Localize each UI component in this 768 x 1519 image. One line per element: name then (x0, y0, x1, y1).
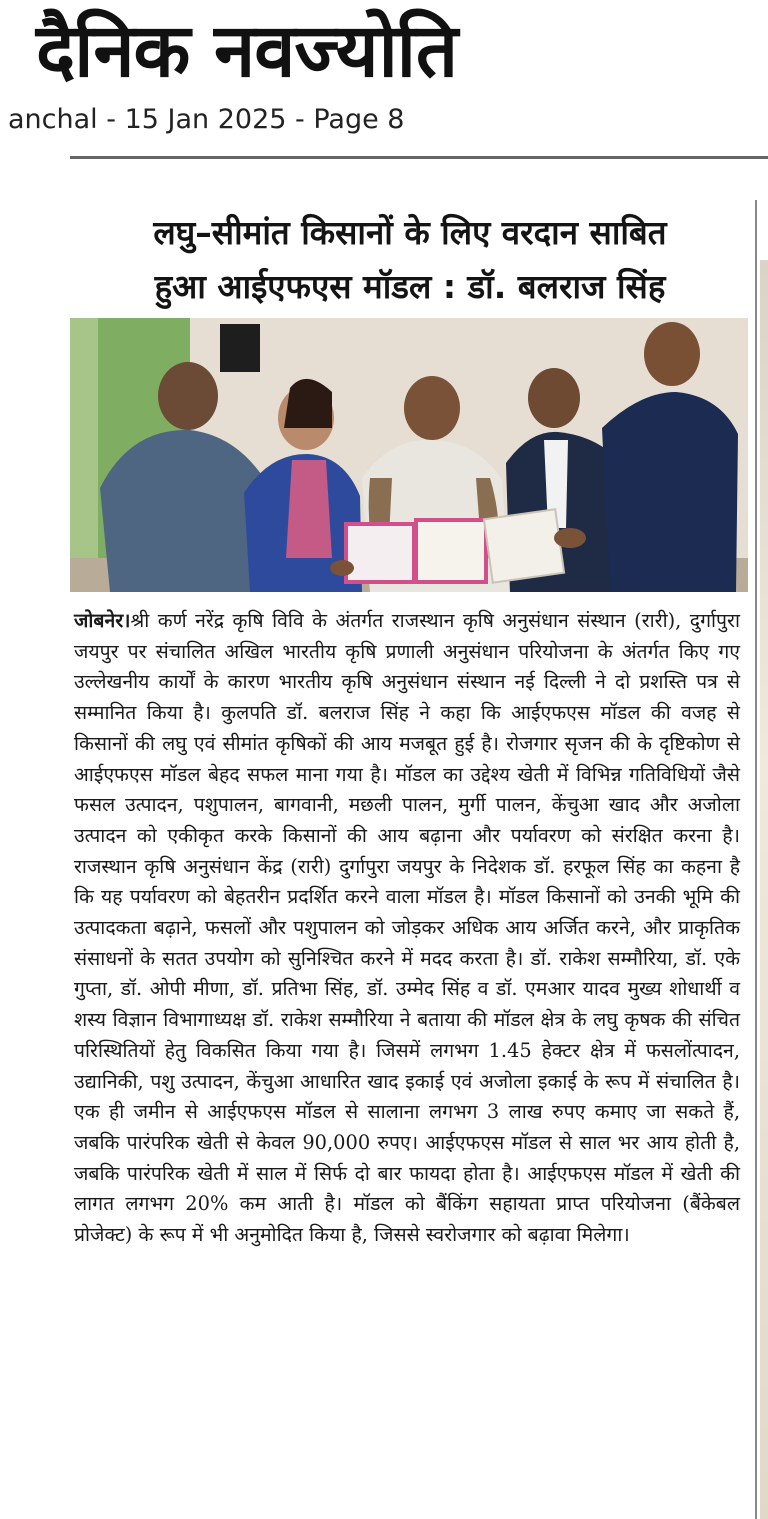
column-divider (755, 200, 757, 1519)
adjacent-column-edge (760, 260, 768, 1519)
article-headline (72, 206, 748, 314)
award-ceremony-photo (70, 318, 748, 592)
headline-line-1: लघु–सीमांत किसानों के लिए वरदान साबित (153, 213, 667, 252)
edition-dateline: anchal - 15 Jan 2025 - Page 8 (8, 104, 405, 135)
headline-line-2: हुआ आईएफएस मॉडल : डॉ. बलराज सिंह (154, 267, 666, 306)
article-photo (70, 318, 748, 592)
article-body (74, 606, 740, 1251)
newspaper-masthead: दैनिक नवज्योति (36, 8, 458, 94)
header-rule (70, 156, 768, 159)
article-dateline: जोबनेर। (74, 609, 131, 632)
article-text: श्री कर्ण नरेंद्र कृषि विवि के अंतर्गत राजस्थान कृषि अनुसंधान संस्थान (रारी), दुर्गापुरा जयपुर पर संचालित अखिल भारतीय कृषि प्रणाली अनुसंधान परियोजना के अंतर्गत किए गए उल्लेखनीय कार्यों के कारण भारतीय कृषि अनुसंधान संस्थान नई दिल्ली ने दो प्रशस्ति पत्र से सम्मानित किया है। कुलपति डॉ. बलराज सिंह ने कहा कि आईएफएस मॉडल की वजह से किसानों की लघु एवं सीमांत कृषिकों की आय मजबूत हुई है। रोजगार सृजन की के दृष्टिकोण से आईएफएस मॉडल बेहद सफल माना गया है। मॉडल का उद्देश्य खेती में विभिन्न गतिविधियों जैसे फसल उत्पादन, पशुपालन, बागवानी, मछली पालन, मुर्गी पालन, केंचुआ खाद और अजोला उत्पादन को एकीकृत करके किसानों की आय बढ़ाना और पर्यावरण को संरक्षित करना है। राजस्थान कृषि अनुसंधान केंद्र (रारी) दुर्गापुरा जयपुर के निदेशक डॉ. हरफूल सिंह का कहना है कि यह पर्यावरण को बेहतरीन प्रदर्शित करने वाला मॉडल है। मॉडल किसानों को उनकी भूमि की उत्पादकता बढ़ाने, फसलों और पशुपालन को जोड़कर अधिक आय अर्जित करने, और प्राकृतिक संसाधनों के सतत उपयोग को सुनिश्चित करने में मदद करता है। डॉ. राकेश सम्मौरिया, डॉ. एके गुप्ता, डॉ. ओपी मीणा, डॉ. प्रतिभा सिंह, डॉ. उम्मेद सिंह व डॉ. एमआर यादव मुख्य शोधार्थी व शस्य विज्ञान विभागाध्यक्ष डॉ. राकेश सम्मौरिया ने बताया की मॉडल क्षेत्र के लघु कृषक की संचित परिस्थितियों हेतु विकसित किया गया है। जिसमें लगभग 1.45 हेक्टर क्षेत्र में फसलोंत्पादन, उद्यानिकी, पशु उत्पादन, केंचुआ आधारित खाद इकाई एवं अजोला इकाई के रूप में संचालित है। एक ही जमीन से आईएफएस मॉडल से सालाना लगभग 3 लाख रुपए कमाए जा सकते हैं, जबकि पारंपरिक खेती से केवल 90,000 रुपए। आईएफएस मॉडल से साल भर आय होती है, जबकि पारंपरिक खेती में साल में सिर्फ दो बार फायदा होता है। आईएफएस मॉडल में खेती की लागत लगभग 20% कम आती है। मॉडल को बैंकिंग सहायता प्राप्त परियोजना (बैंकेबल प्रोजेक्ट) के रूप में भी अनुमोदित किया है, जिससे स्वरोजगार को बढ़ावा मिलेगा। (74, 609, 740, 1247)
